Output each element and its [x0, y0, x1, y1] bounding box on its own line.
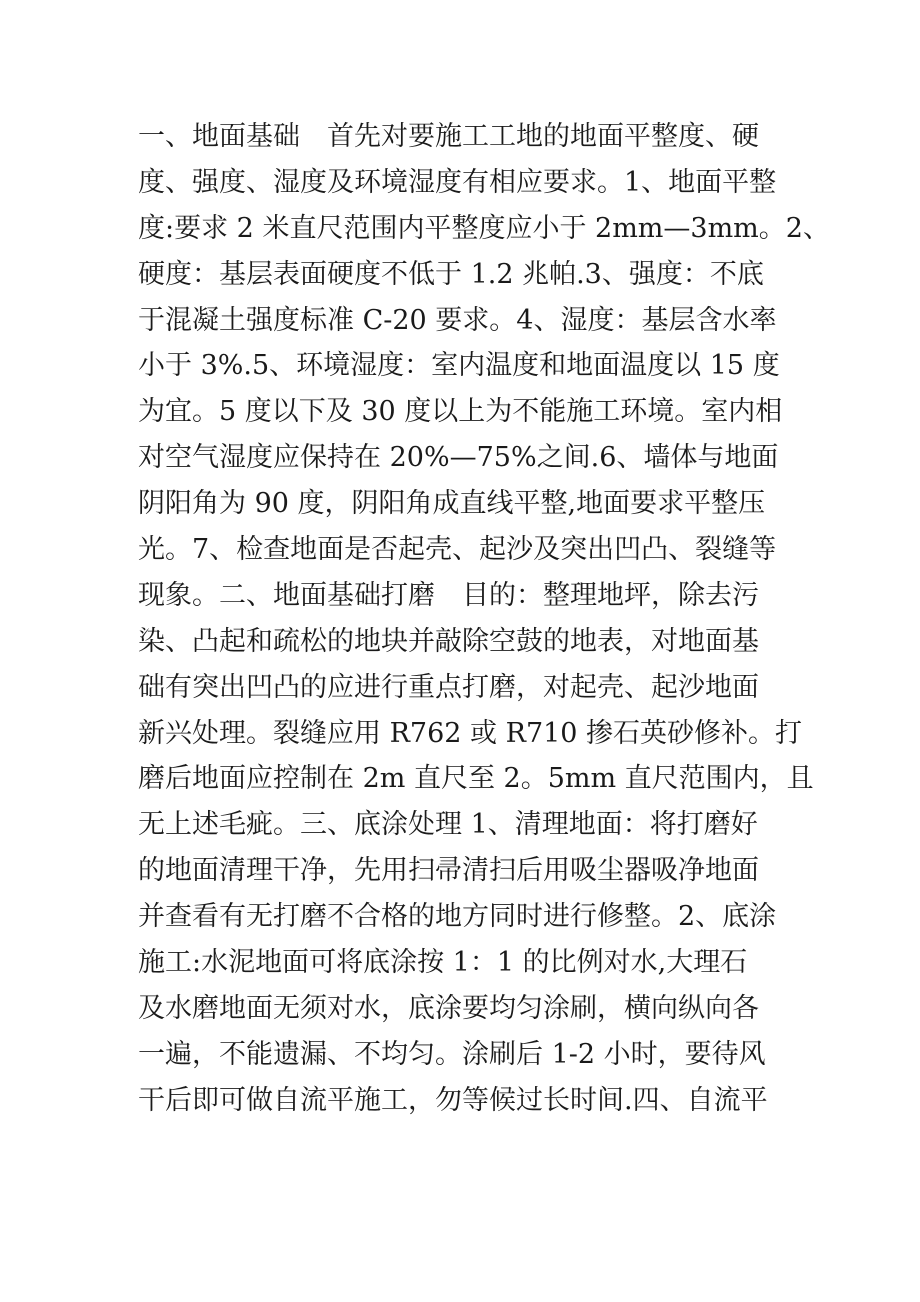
text-line: 干后即可做自流平施工，勿等候过长时间.四、自流平	[138, 1084, 768, 1116]
text-line: 小于 3%.5、环境湿度：室内温度和地面温度以 15 度	[138, 350, 780, 382]
body-text	[138, 114, 830, 1124]
text-line: 础有突出凹凸的应进行重点打磨，对起壳、起沙地面	[138, 671, 759, 703]
text-line: 一遍，不能遗漏、不均匀。涂刷后 1-2 小时，要待风	[138, 1038, 766, 1070]
text-line: 硬度：基层表面硬度不低于 1.2 兆帕.3、强度：不底	[138, 258, 764, 290]
text-line: 现象。二、地面基础打磨 目的：整理地坪，除去污	[138, 579, 759, 611]
text-line: 对空气湿度应保持在 20%—75%之间.6、墙体与地面	[138, 442, 779, 474]
text-line: 的地面清理干净，先用扫帚清扫后用吸尘器吸净地面	[138, 855, 759, 887]
text-line: 一、地面基础 首先对要施工工地的地面平整度、硬	[138, 121, 759, 152]
text-line: 阴阳角为 90 度，阴阳角成直线平整,地面要求平整压	[138, 488, 766, 520]
text-line: 无上述毛疵。三、底涂处理 1、清理地面：将打磨好	[138, 809, 758, 841]
text-line: 施工:水泥地面可将底涂按 1：1 的比例对水,大理石	[138, 947, 748, 979]
text-line: 为宜。5 度以下及 30 度以上为不能施工环境。室内相	[138, 396, 783, 428]
text-line: 光。7、检查地面是否起壳、起沙及突出凹凸、裂缝等	[138, 534, 777, 566]
text-line: 于混凝土强度标准 C-20 要求。4、湿度：基层含水率	[138, 304, 777, 336]
text-line: 磨后地面应控制在 2m 直尺至 2。5mm 直尺范围内，且	[138, 763, 814, 795]
text-line: 及水磨地面无须对水，底涂要均匀涂刷，横向纵向各	[138, 992, 759, 1024]
text-line: 度:要求 2 米直尺范围内平整度应小于 2mm—3mm。2、	[138, 212, 830, 244]
text-line: 新兴处理。裂缝应用 R762 或 R710 掺石英砂修补。打	[138, 717, 803, 749]
text-line: 并查看有无打磨不合格的地方同时进行修整。2、底涂	[138, 901, 777, 933]
text-line: 染、凸起和疏松的地块并敲除空鼓的地表，对地面基	[138, 625, 759, 657]
text-line: 度、强度、湿度及环境湿度有相应要求。1、地面平整	[138, 166, 777, 198]
